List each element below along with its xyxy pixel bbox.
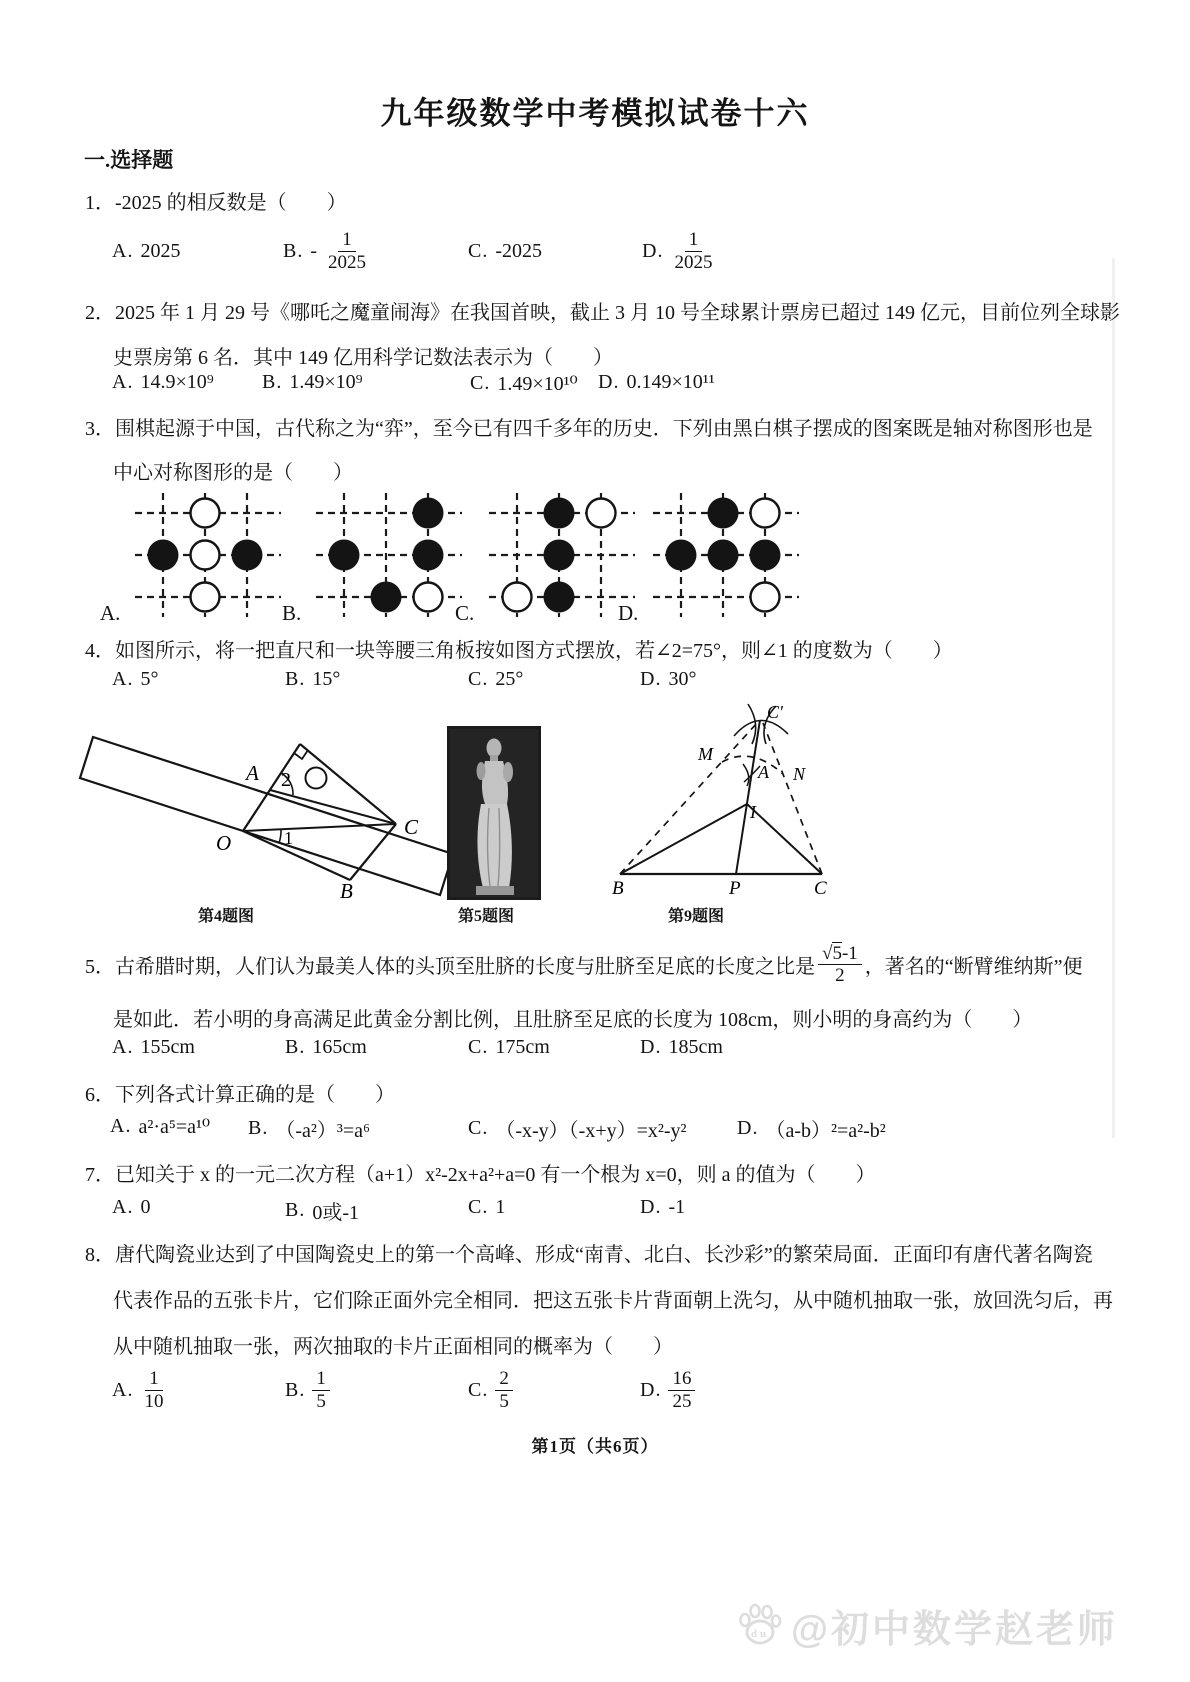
scan-artifact-line: [1112, 258, 1115, 1138]
fraction-numerator: 1: [312, 1368, 330, 1390]
fraction-numerator: 1: [338, 229, 356, 251]
fig9-label-b: B: [612, 878, 624, 898]
option-text: 155cm: [140, 1036, 195, 1058]
q8-option-b: [285, 1358, 330, 1422]
option-label: D.: [737, 1117, 759, 1139]
option-label: B.: [262, 371, 283, 393]
q4-option-d: [640, 668, 696, 691]
option-label: B.: [285, 1199, 306, 1221]
question-2-line1: 2．2025 年 1 月 29 号《哪吒之魔童闹海》在我国首映，截止 3 月 10 号全球累计票房已超过 149 亿元，目前位列全球影: [85, 302, 1120, 324]
fraction-numerator: 2: [495, 1368, 513, 1390]
caption-fig4: 第4题图: [198, 908, 255, 925]
fig9-label-i: I: [750, 802, 756, 822]
option-text: a²·a⁵=a¹⁰: [138, 1116, 211, 1138]
option-label: C.: [468, 1036, 489, 1058]
diagram-label: D.: [618, 601, 639, 625]
fraction: [324, 229, 370, 273]
q6-option-a: [110, 1114, 210, 1139]
option-label: B.: [285, 1036, 306, 1058]
triangle-construction-figure: [600, 696, 862, 898]
q5-option-c: [468, 1036, 550, 1059]
svg-text:du: du: [750, 1627, 770, 1640]
fraction-denominator: 5: [499, 1390, 509, 1412]
q5-option-b: [285, 1036, 367, 1059]
option-text: 0.149×10¹¹: [626, 371, 715, 393]
fraction-denominator: 2: [835, 965, 845, 986]
option-text: 0: [140, 1196, 151, 1218]
fig4-label-a: A: [246, 761, 259, 785]
fraction-denominator: 2025: [328, 251, 367, 273]
question-6-stem: 6．下列各式计算正确的是（ ）: [85, 1084, 395, 1106]
option-text: 1.49×10⁹: [289, 371, 363, 393]
option-label: A.: [112, 371, 134, 393]
go-board-grid-a: [129, 487, 287, 628]
option-label: D.: [640, 1036, 662, 1058]
fig9-label-n: N: [793, 764, 806, 784]
option-label: D.: [640, 1378, 662, 1401]
diagram-label: A.: [100, 601, 121, 625]
option-text: 2025: [140, 239, 181, 262]
option-text: 1.49×10¹⁰: [497, 373, 578, 395]
section-heading: 一.选择题: [84, 148, 174, 172]
watermark: [737, 1598, 1118, 1653]
option-label: B.: [248, 1117, 269, 1139]
q6-option-c: [468, 1114, 687, 1143]
go-diagram-c: [455, 487, 641, 628]
fraction: [140, 1368, 167, 1412]
option-label: A.: [110, 1115, 132, 1137]
q6-option-d: [737, 1114, 886, 1143]
go-diagram-a: [100, 487, 287, 628]
fraction-numerator: 1: [145, 1368, 163, 1390]
option-text: 15°: [312, 668, 341, 690]
diagram-label: B.: [282, 601, 302, 625]
option-label: A.: [112, 668, 134, 690]
option-label: C.: [468, 239, 489, 262]
go-board-grid-d: [647, 487, 805, 628]
fraction-denominator: 10: [144, 1390, 164, 1412]
question-7-stem: 7．已知关于 x 的一元二次方程（a+1）x²-2x+a²+a=0 有一个根为 x=0，则 a 的值为（ ）: [85, 1164, 876, 1186]
go-diagram-b: [282, 487, 468, 628]
option-text: 175cm: [495, 1036, 550, 1058]
option-label: A.: [112, 1196, 134, 1218]
option-text: 185cm: [668, 1036, 723, 1058]
venus-statue-image: [447, 726, 541, 900]
option-label: D.: [598, 371, 620, 393]
option-text: 5°: [140, 668, 159, 690]
q2-option-c: [470, 371, 578, 396]
q1-option-a: [112, 222, 180, 280]
option-text: 25°: [495, 668, 524, 690]
q4-option-c: [468, 668, 523, 691]
diagram-label: C.: [455, 601, 475, 625]
question-1-stem: 1．-2025 的相反数是（ ）: [85, 192, 347, 214]
fraction: [495, 1368, 513, 1412]
option-label: A.: [112, 1036, 134, 1058]
q1-option-d: [642, 222, 716, 280]
option-text: （-x-y）（-x+y）=x²-y²: [495, 1120, 687, 1142]
minus-sign: -: [310, 239, 318, 262]
option-label: C.: [470, 372, 491, 394]
q2-option-d: [598, 371, 715, 394]
watermark-text: @初中数学赵老师: [790, 1609, 1118, 1651]
option-label: A.: [112, 239, 134, 262]
question-8-line1: 8．唐代陶瓷业达到了中国陶瓷史上的第一个高峰、形成“南青、北白、长沙彩”的繁荣局面．正面印有唐代著名陶瓷: [85, 1244, 1093, 1266]
fig9-label-p: P: [729, 878, 741, 898]
option-label: C.: [468, 1378, 489, 1401]
q2-option-a: [112, 371, 214, 394]
stem-text: ，著名的“断臂维纳斯”便: [864, 955, 1083, 978]
option-text: （-a²）³=a⁶: [275, 1120, 371, 1142]
fig9-label-cprime: C′: [767, 702, 783, 722]
option-text: -2025: [495, 239, 543, 262]
q1-option-b: [283, 222, 370, 280]
fig4-label-c: C: [404, 815, 419, 839]
ruler-triangle-figure: [78, 702, 478, 900]
fraction-numerator: 1: [685, 229, 703, 251]
golden-ratio-fraction: [818, 942, 862, 987]
question-2-line2: 史票房第 6 名．其中 149 亿用科学记数法表示为（ ）: [113, 347, 613, 369]
question-8-line2: 代表作品的五张卡片，它们除正面外完全相同．把这五张卡片背面朝上洗匀，从中随机抽取一张，放回洗匀后，再: [113, 1290, 1113, 1312]
option-text: 0或-1: [312, 1202, 360, 1224]
q7-option-c: [468, 1196, 505, 1219]
q7-option-a: [112, 1196, 150, 1219]
fig4-label-b: B: [340, 879, 353, 900]
q6-option-b: [248, 1114, 370, 1143]
option-text: 14.9×10⁹: [140, 371, 214, 393]
numerator-rest: -1: [841, 942, 858, 964]
question-8-line3: 从中随机抽取一张，两次抽取的卡片正面相同的概率为（ ）: [113, 1336, 673, 1358]
fig4-label-angle1: 1: [284, 828, 293, 848]
q2-option-b: [262, 371, 363, 394]
question-3-line1: 3．围棋起源于中国，古代称之为“弈”，至今已有四千多年的历史．下列由黑白棋子摆成的图案既是轴对称图形也是: [85, 418, 1093, 440]
fig4-label-o: O: [216, 831, 232, 855]
go-diagram-d: [618, 487, 805, 628]
option-text: 30°: [668, 668, 697, 690]
option-text: -1: [668, 1196, 686, 1218]
q5-option-d: [640, 1036, 723, 1059]
option-label: B.: [285, 1378, 306, 1401]
go-board-grid-b: [310, 487, 468, 628]
fig9-label-m: M: [698, 744, 713, 764]
fraction: [668, 1368, 695, 1412]
question-4-stem: 4．如图所示，将一把直尺和一块等腰三角板按如图方式摆放，若∠2=75°，则∠1 的度数为（ ）: [85, 640, 953, 662]
page-number: 第1页（共6页）: [531, 1437, 659, 1456]
option-label: B.: [283, 239, 304, 262]
radicand: 5: [832, 942, 842, 964]
option-text: 165cm: [312, 1036, 367, 1058]
option-label: B.: [285, 668, 306, 690]
option-label: C.: [468, 1196, 489, 1218]
option-label: D.: [640, 668, 662, 690]
fraction-denominator: 25: [672, 1390, 692, 1412]
option-label: D.: [642, 239, 664, 262]
fig9-label-a: A: [758, 762, 769, 782]
fraction: [312, 1368, 330, 1412]
fig9-label-c: C: [814, 878, 827, 898]
q4-option-b: [285, 668, 340, 691]
fraction-numerator: 16: [668, 1368, 695, 1390]
fig4-label-angle2: 2: [281, 769, 291, 791]
caption-fig5: 第5题图: [458, 908, 515, 925]
question-3-line2: 中心对称图形的是（ ）: [113, 462, 353, 484]
q4-option-a: [112, 668, 158, 691]
option-text: 1: [495, 1196, 506, 1218]
q7-option-d: [640, 1196, 685, 1219]
q1-option-c: [468, 222, 542, 280]
q5-option-a: [112, 1036, 195, 1059]
q8-option-c: [468, 1358, 513, 1422]
q8-option-d: [640, 1358, 695, 1422]
fraction: [670, 229, 716, 273]
option-label: D.: [640, 1196, 662, 1218]
question-5-line1: [85, 933, 1083, 995]
stem-text: 5．古希腊时期，人们认为最美人体的头顶至肚脐的长度与肚脐至足底的长度之比是: [85, 955, 815, 978]
q7-option-b: [285, 1196, 359, 1225]
option-label: C.: [468, 1117, 489, 1139]
page-title: 九年级数学中考模拟试卷十六: [380, 96, 810, 131]
fraction-denominator: 2025: [674, 251, 713, 273]
option-label: C.: [468, 668, 489, 690]
fraction-denominator: 5: [316, 1390, 326, 1412]
q8-option-a: [112, 1358, 167, 1422]
option-text: （a-b）²=a²-b²: [765, 1120, 886, 1142]
radical-sign: √: [822, 942, 833, 964]
baidu-paw-icon: [737, 1603, 783, 1649]
question-5-line2: 是如此．若小明的身高满足此黄金分割比例，且肚脐至足底的长度为 108cm，则小明的身高约为（ ）: [113, 1009, 1033, 1031]
caption-fig9: 第9题图: [668, 908, 725, 925]
option-label: A.: [112, 1378, 134, 1401]
